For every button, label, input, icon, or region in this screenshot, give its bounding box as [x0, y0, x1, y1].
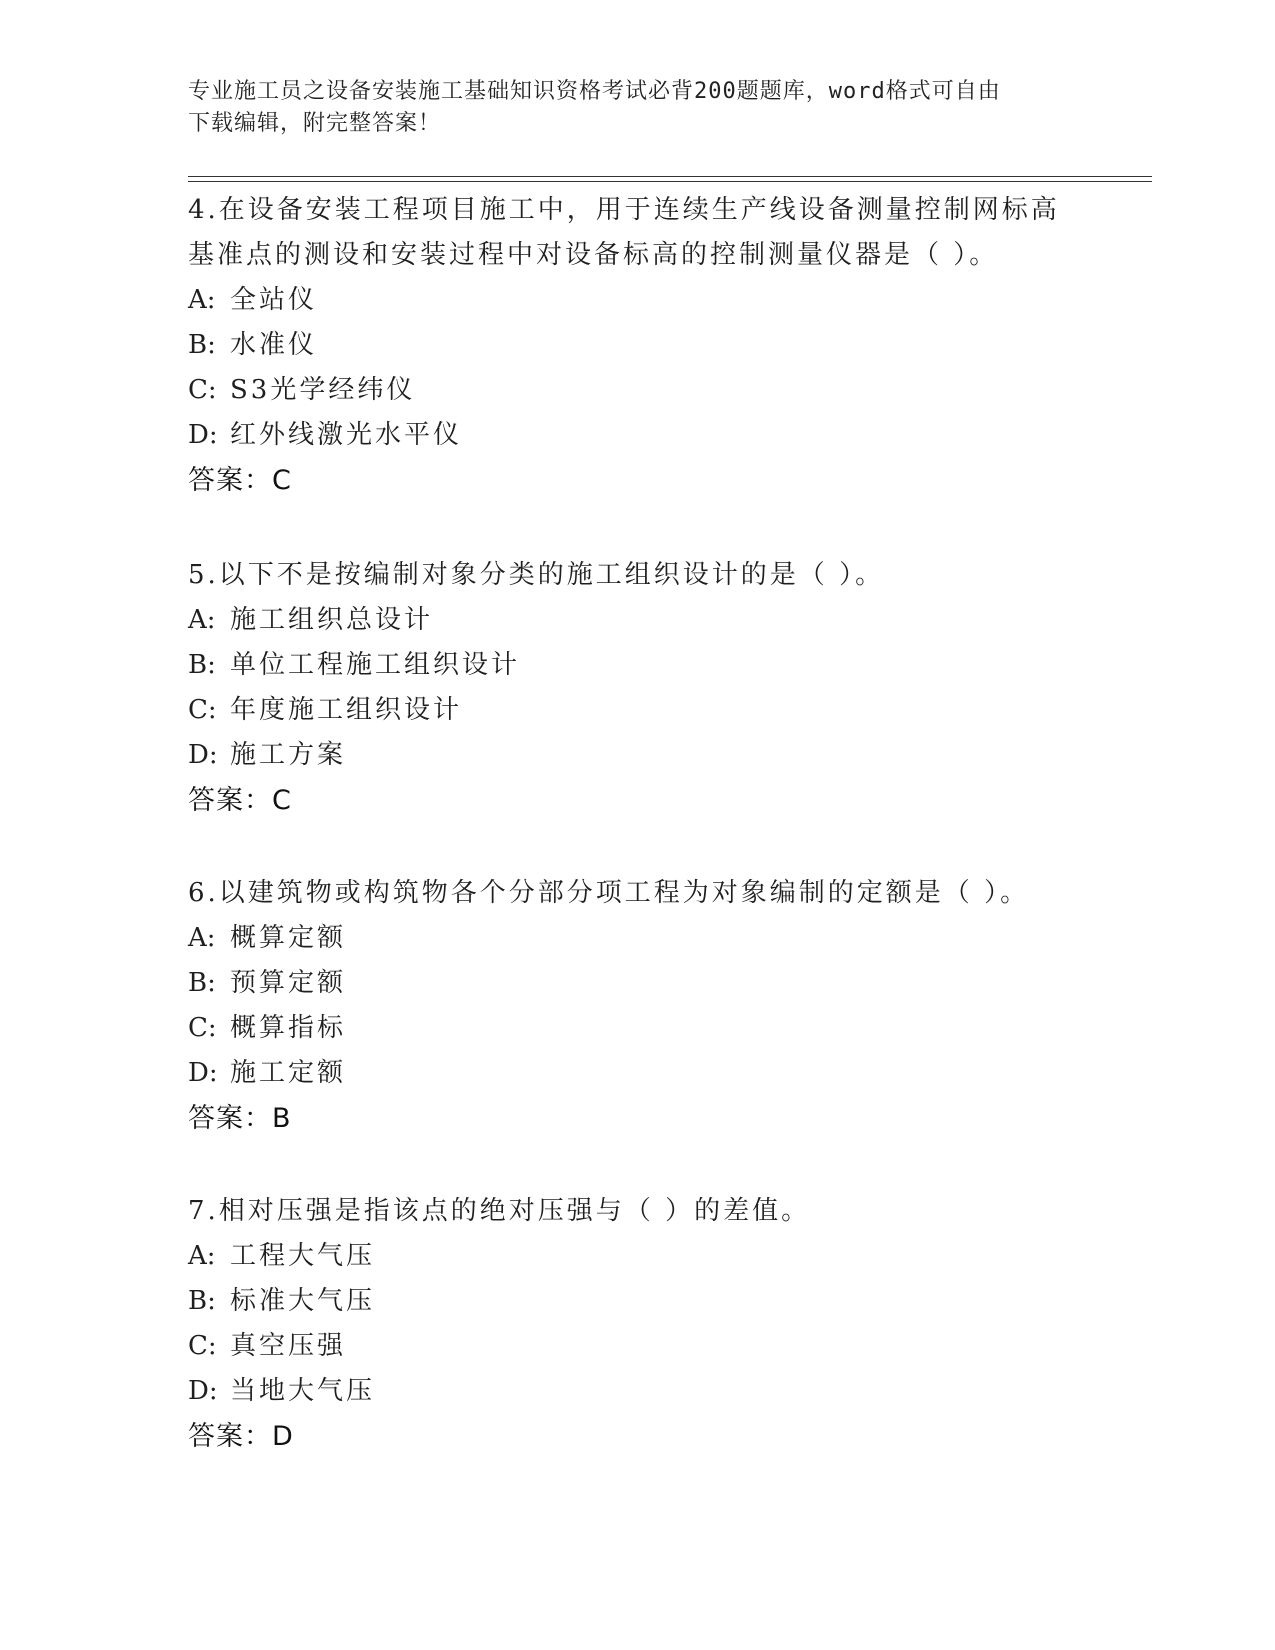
question-7 — [188, 1189, 1088, 1459]
option-c — [188, 688, 1088, 733]
answer: 答案：D — [188, 1421, 294, 1452]
answer: 答案：C — [188, 785, 292, 816]
option-key: A: — [188, 605, 216, 635]
option-key: B: — [188, 968, 216, 998]
option-text: 全站仪 — [230, 285, 318, 315]
option-text: S3光学经纬仪 — [230, 375, 416, 405]
option-key: D: — [188, 1058, 218, 1088]
option-b — [188, 323, 1088, 368]
question-5 — [188, 553, 1088, 823]
option-a — [188, 278, 1088, 323]
header-line-1: 专业施工员之设备安装施工基础知识资格考试必背200题题库，word格式可自由 — [188, 79, 1001, 104]
question-stem-continued: 基准点的测设和安装过程中对设备标高的控制测量仪器是（ ）。 — [188, 240, 999, 270]
option-a — [188, 916, 1088, 961]
option-text: 单位工程施工组织设计 — [230, 650, 521, 680]
option-key: C: — [188, 375, 217, 405]
option-key: D: — [188, 740, 218, 770]
option-c — [188, 1006, 1088, 1051]
answer: 答案：C — [188, 465, 292, 496]
header-divider-bottom — [188, 181, 1152, 182]
option-key: B: — [188, 1286, 216, 1316]
option-key: A: — [188, 923, 216, 953]
option-c — [188, 368, 1088, 413]
header-divider-top — [188, 176, 1152, 177]
option-key: D: — [188, 420, 218, 450]
option-text: 概算定额 — [230, 923, 347, 953]
option-a — [188, 1234, 1088, 1279]
question-stem: 7.相对压强是指该点的绝对压强与（ ）的差值。 — [188, 1196, 811, 1226]
option-key: A: — [188, 1241, 216, 1271]
option-d — [188, 733, 1088, 778]
option-text: 年度施工组织设计 — [230, 695, 463, 725]
option-key: D: — [188, 1376, 218, 1406]
option-b — [188, 1279, 1088, 1324]
option-b — [188, 961, 1088, 1006]
option-text: 施工方案 — [230, 740, 347, 770]
option-key: C: — [188, 1331, 217, 1361]
option-key: B: — [188, 650, 216, 680]
option-text: 标准大气压 — [230, 1286, 376, 1316]
header-line-2: 下载编辑，附完整答案！ — [188, 111, 442, 136]
question-4 — [188, 188, 1088, 503]
option-b — [188, 643, 1088, 688]
option-c — [188, 1324, 1088, 1369]
option-d — [188, 1369, 1088, 1414]
option-key: C: — [188, 695, 217, 725]
option-text: 施工定额 — [230, 1058, 347, 1088]
option-d — [188, 413, 1088, 458]
question-stem: 5.以下不是按编制对象分类的施工组织设计的是（ ）。 — [188, 560, 885, 590]
question-stem: 4.在设备安装工程项目施工中，用于连续生产线设备测量控制网标高 — [188, 195, 1060, 225]
document-header — [188, 76, 1068, 140]
option-text: 真空压强 — [230, 1331, 347, 1361]
option-text: 概算指标 — [230, 1013, 347, 1043]
option-d — [188, 1051, 1088, 1096]
option-text: 工程大气压 — [230, 1241, 376, 1271]
option-key: A: — [188, 285, 216, 315]
question-6 — [188, 871, 1088, 1141]
option-text: 水准仪 — [230, 330, 318, 360]
option-text: 当地大气压 — [230, 1376, 376, 1406]
option-a — [188, 598, 1088, 643]
option-text: 预算定额 — [230, 968, 347, 998]
answer: 答案：B — [188, 1103, 292, 1134]
option-key: B: — [188, 330, 216, 360]
question-stem: 6.以建筑物或构筑物各个分部分项工程为对象编制的定额是（ ）。 — [188, 878, 1030, 908]
option-text: 施工组织总设计 — [230, 605, 434, 635]
option-key: C: — [188, 1013, 217, 1043]
option-text: 红外线激光水平仪 — [230, 420, 463, 450]
